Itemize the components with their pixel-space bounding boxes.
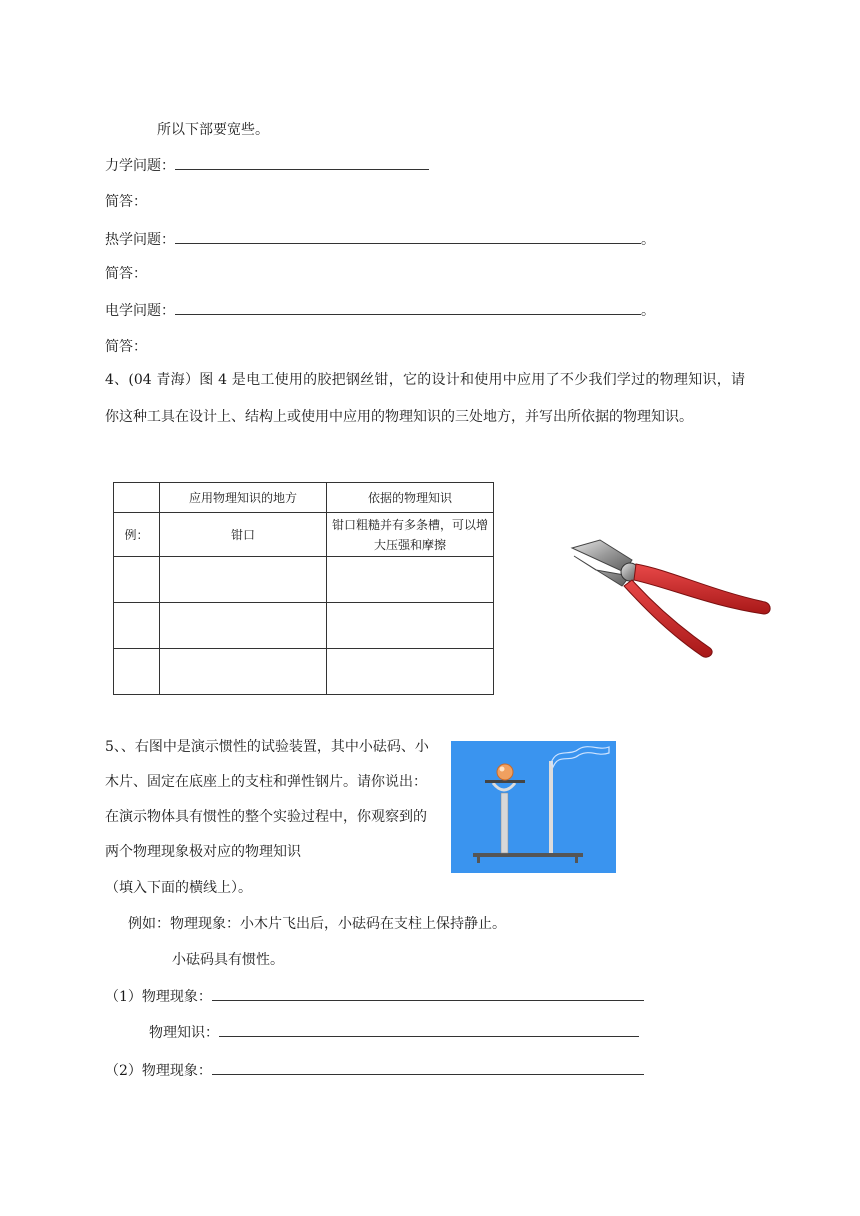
table-cell[interactable]	[160, 603, 327, 649]
fill-note: （填入下面的横线上）。	[105, 880, 252, 896]
table-cell[interactable]	[160, 557, 327, 603]
mechanics-label: 力学问题：	[105, 158, 175, 174]
table-cell[interactable]	[327, 649, 494, 695]
item1-knowledge-line	[149, 1022, 639, 1043]
electric-end-mark: 。	[641, 303, 655, 319]
heat-question-line	[105, 229, 655, 250]
table-cell[interactable]	[327, 603, 494, 649]
table-cell: 例：	[114, 513, 160, 557]
mechanics-blank[interactable]	[175, 155, 429, 170]
electric-question-line	[105, 300, 655, 321]
item1-knowledge-blank[interactable]	[219, 1022, 639, 1037]
item1-phenomenon-label: （1）物理现象：	[105, 989, 212, 1005]
table-header-cell: 应用物理知识的地方	[160, 483, 327, 513]
question-4-text: 4、(04 青海）图 4 是电工使用的胶把钢丝钳，它的设计和使用中应用了不少我们学过的物理知识，请你这种工具在设计上、结构上或使用中应用的物理知识的三处地方，并写出所依据的物理知识。	[105, 372, 745, 425]
item2-phenomenon-label: （2）物理现象：	[105, 1063, 212, 1079]
item1-phenomenon-blank[interactable]	[212, 986, 644, 1001]
table-cell[interactable]	[114, 603, 160, 649]
item2-phenomenon-line	[105, 1060, 644, 1081]
heat-label: 热学问题：	[105, 232, 175, 248]
table-cell[interactable]	[114, 649, 160, 695]
continuation-line: 所以下部要宽些。	[157, 122, 269, 138]
item1-knowledge-label: 物理知识：	[149, 1025, 219, 1041]
mechanics-question-line	[105, 155, 429, 176]
electric-label: 电学问题：	[105, 303, 175, 319]
answer-label-3: 简答：	[105, 339, 147, 355]
electric-blank[interactable]	[175, 300, 641, 315]
answer-label-2: 简答：	[105, 266, 147, 282]
table-header-cell	[114, 483, 160, 513]
example-line: 例如：物理现象：小木片飞出后，小砝码在支柱上保持静止。	[128, 916, 506, 932]
item2-phenomenon-blank[interactable]	[212, 1060, 644, 1075]
question-5-text: 5、、右图中是演示惯性的试验装置，其中小砝码、小木片、固定在底座上的支柱和弹性钢片。请你说出：在演示物体具有惯性的整个实验过程中，你观察到的两个物理现象极对应的物理知识	[105, 739, 429, 860]
example-knowledge: 小砝码具有惯性。	[172, 952, 284, 968]
heat-end-mark: 。	[641, 232, 655, 248]
table-cell: 钳口粗糙并有多条槽，可以增大压强和摩擦	[327, 513, 494, 557]
table-cell: 钳口	[160, 513, 327, 557]
table-cell[interactable]	[327, 557, 494, 603]
inertia-apparatus-image	[451, 741, 616, 873]
table-cell[interactable]	[114, 557, 160, 603]
answer-label-1: 简答：	[105, 194, 147, 210]
pliers-image	[560, 530, 780, 660]
table-header-cell: 依据的物理知识	[327, 483, 494, 513]
knowledge-table	[113, 482, 494, 695]
item1-phenomenon-line	[105, 986, 644, 1007]
table-cell[interactable]	[160, 649, 327, 695]
heat-blank[interactable]	[175, 229, 641, 244]
